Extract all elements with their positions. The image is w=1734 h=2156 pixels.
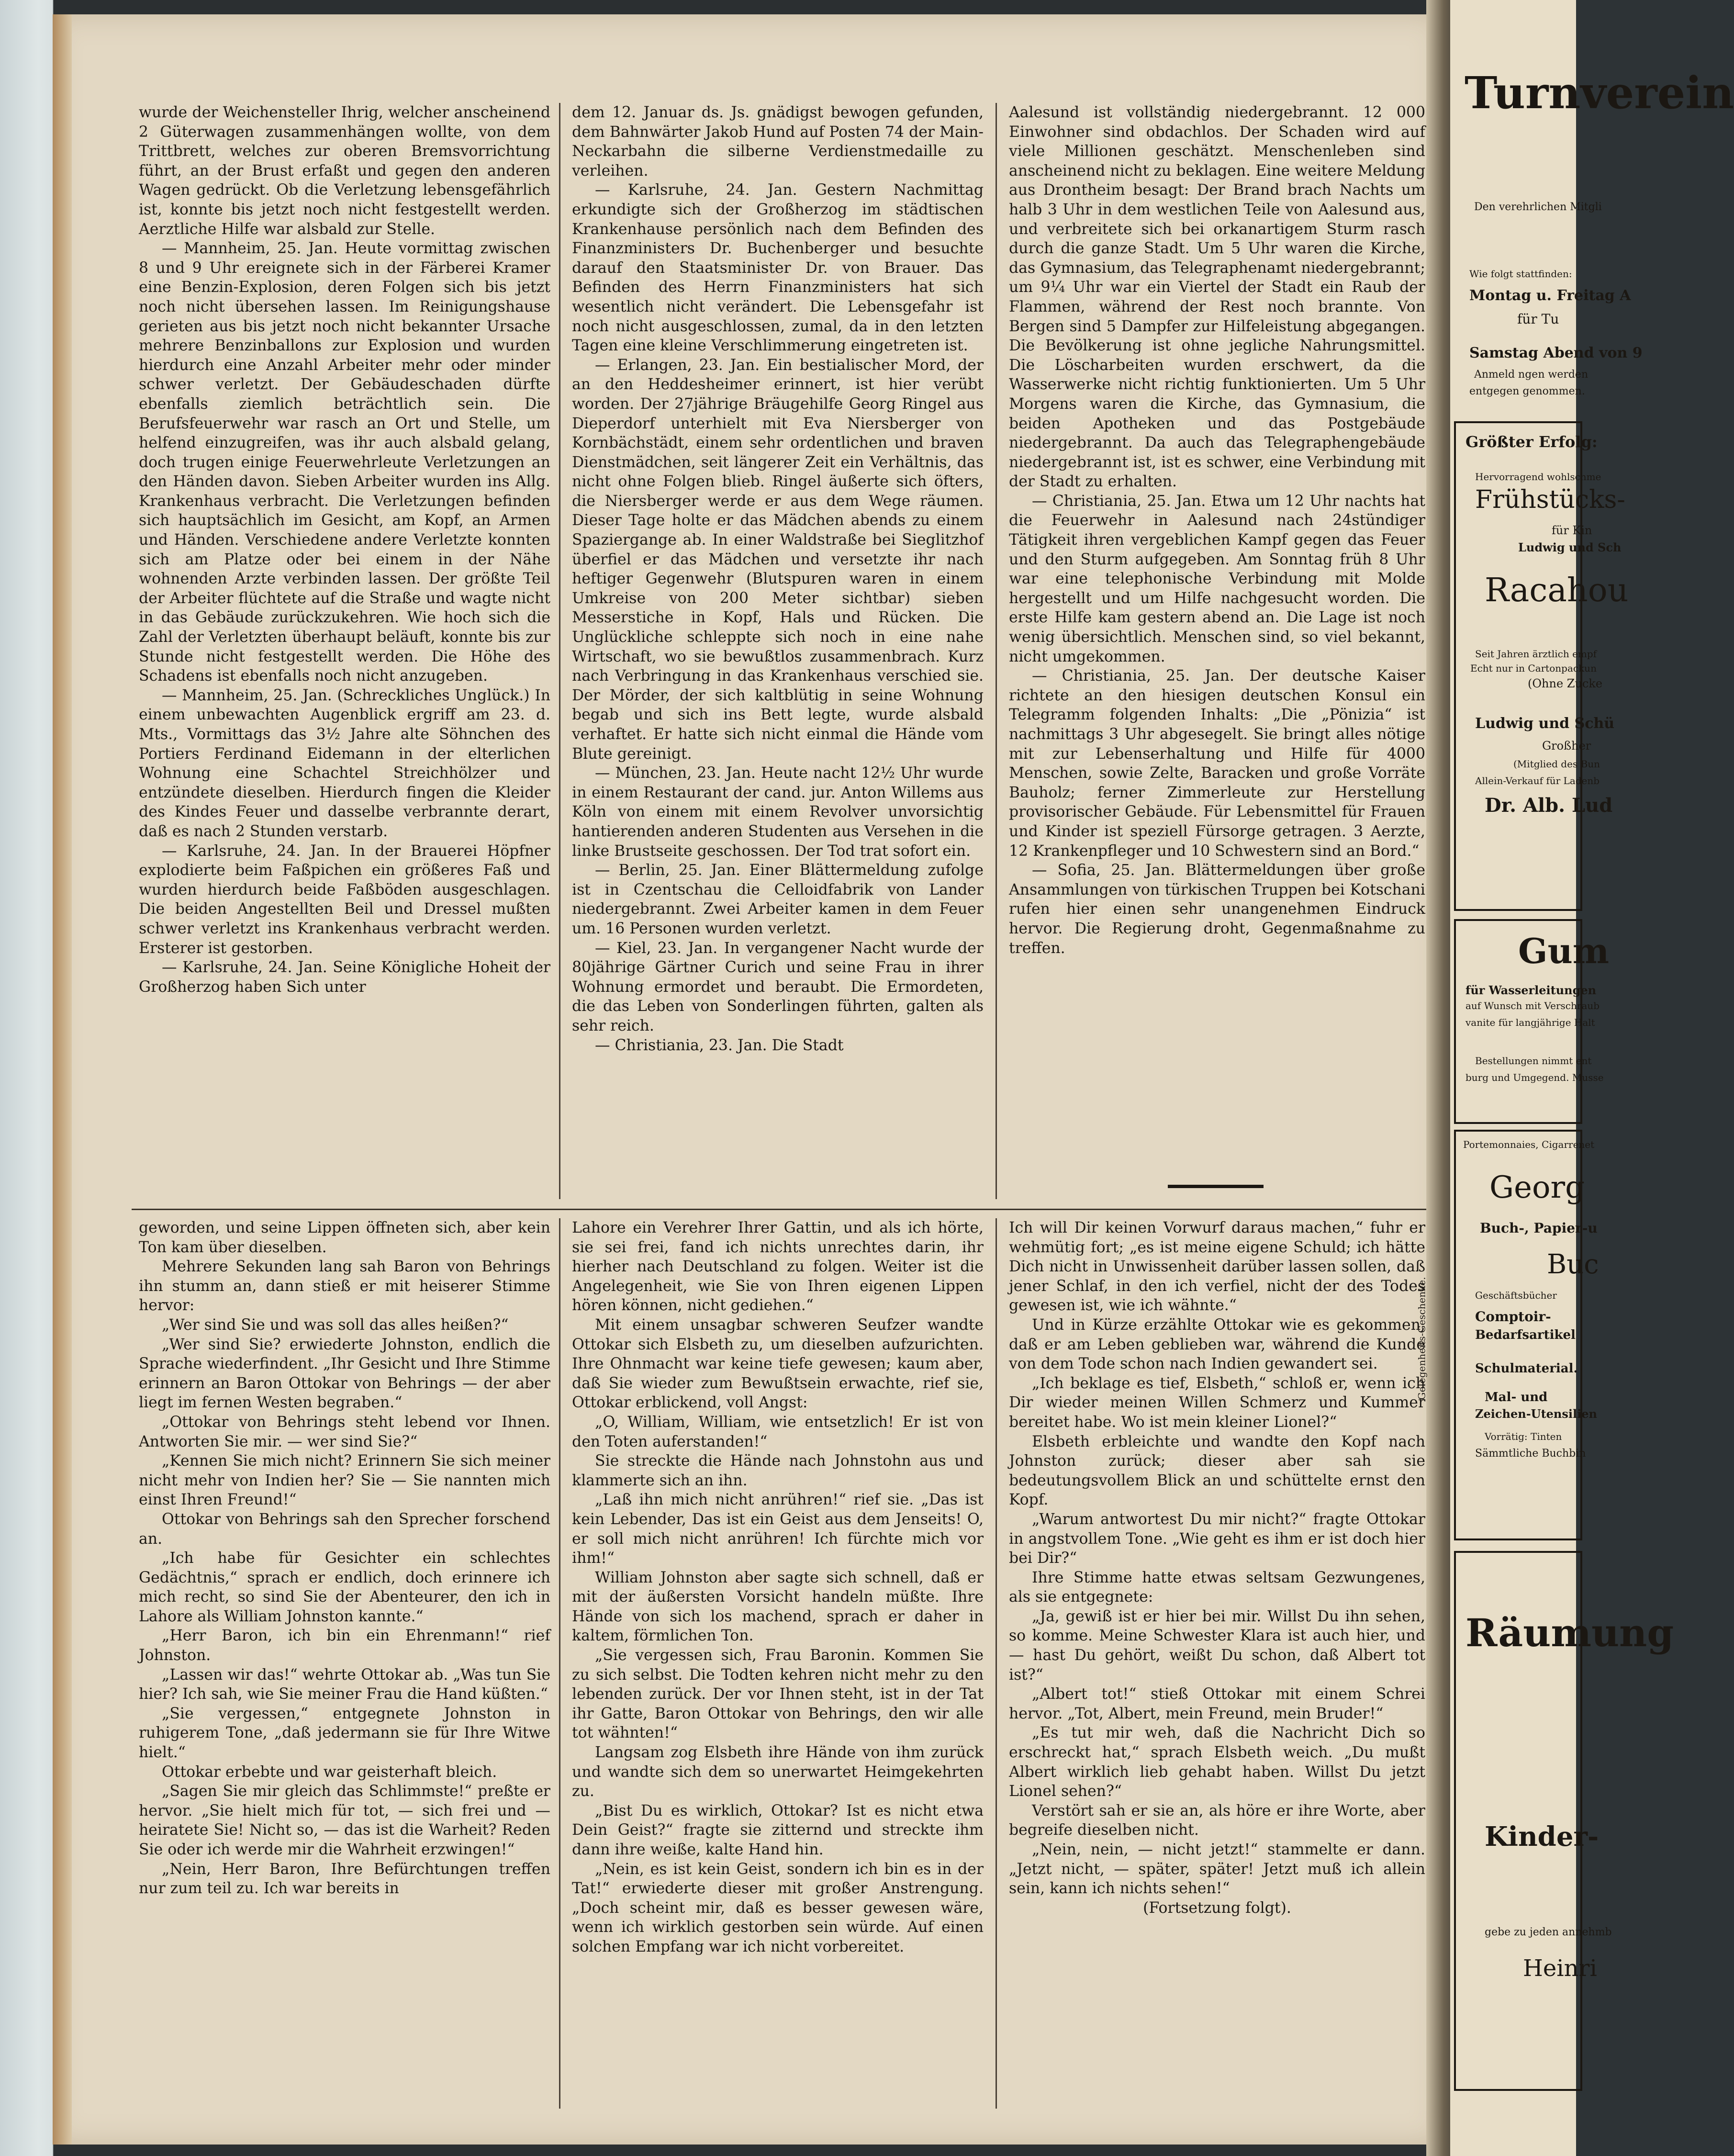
ad-text: Den verehrlichen Mitgli <box>1474 201 1602 213</box>
ad-text: burg und Umgegend. Musse <box>1466 1072 1604 1083</box>
ad-box-raeumung <box>1454 1551 1674 2091</box>
article-paragraph: — Erlangen, 23. Jan. Ein bestialischer Mord, der an den Heddesheimer erinnert, ist hier verübt worden. Der 27jährige Bräugehilfe Georg Ringel aus Dieperdorf unterhielt mit Eva Niersberger von Kornbächstädt, einem sehr ordentlichen und braven Dienstmädchen, seit längerer Zeit ein Verhältnis, das nicht ohne Folgen blieb. Ringel äußerte sich öfters, die Niersberger werde er aus dem Wege räumen. Dieser Tage holte er das Mädchen abends zu einem Spaziergange ab. In einer Waldstraße bei Sieglitzhof überfiel er das Mädchen und versetzte ihr nach heftiger Gegenwehr (Blutspuren waren in einem Umkreise von 200 Meter sichtbar) sieben Messerstiche in Kopf, Hals und Rücken. Die Unglückliche schleppte sich noch in eine nahe Wirtschaft, wo sie bewußtlos zusammenbrach. Kurz nach Verbringung in das Krankenhaus verschied sie. Der Mörder, der sich kaltblütig in seine Wohnung begab und sich ins Bett legte, wurde alsbald verhaftet. Er hatte sich nicht einmal die Hände vom Blute gereinigt. <box>572 356 984 763</box>
article-paragraph: „Laß ihn mich nicht anrühren!“ rief sie. „Das ist kein Lebender, Das ist ein Geist aus dem Jenseits! O, er soll mich nicht anrühren! Ich fürchte mich vor ihm!“ <box>572 1491 984 1567</box>
ad-text: Buc <box>1547 1249 1599 1280</box>
article-paragraph: dem 12. Januar ds. Js. gnädigst bewogen gefunden, dem Bahnwärter Jakob Hund auf Posten 74 der Main-Neckarbahn die silberne Verdienstmedaille zu verleihen. <box>572 104 984 180</box>
article-paragraph: „Ich beklage es tief, Elsbeth,“ schloß er, wenn ich Dir wieder meinen Willen Schmerz und Kummer bereitet habe. Wo ist mein kleiner Lionel?“ <box>1009 1374 1425 1431</box>
ad-text: Racahou <box>1485 572 1629 609</box>
article-paragraph: „Es tut mir weh, daß die Nachricht Dich so erschreckt hat,“ sprach Elsbeth weich. „Du mußt Albert wirklich lieb gehabt haben. Willst Du jetzt Lionel sehen?“ <box>1009 1724 1425 1800</box>
article-paragraph: „Wer sind Sie und was soll das alles heißen?“ <box>162 1316 509 1334</box>
article-paragraph: „Ja, gewiß ist er hier bei mir. Willst Du ihn sehen, so komme. Meine Schwester Klara ist auch hier, und — hast Du gehört, weißt Du schon, daß Albert tot ist?“ <box>1009 1607 1425 1684</box>
article-paragraph: Elsbeth erbleichte und wandte den Kopf nach Johnston zurück; dieser aber sah sie bedeutungsvollem Blick an und schüttelte ernst den Kopf. <box>1009 1433 1425 1509</box>
article-paragraph: „Herr Baron, ich bin ein Ehrenmann!“ rief Johnston. <box>139 1627 550 1664</box>
ad-text: entgegen genommen. <box>1469 385 1585 397</box>
feuilleton-divider <box>132 1209 1431 1210</box>
ad-text: Wie folgt stattfinden: <box>1469 268 1572 280</box>
ad-text: Gum <box>1518 931 1610 971</box>
article-paragraph: Mehrere Sekunden lang sah Baron von Behrings ihn stumm an, dann stieß er mit heiserer Stimme hervor: <box>139 1258 550 1314</box>
column-rule <box>996 103 997 1199</box>
article-paragraph: „Nein, es ist kein Geist, sondern ich bin es in der Tat!“ erwiederte dieser mit großer Anstrengung. „Doch scheint mir, daß es besser gewesen wäre, wenn ich wirklich gestorben sein würde. Auf einen solchen Empfang war ich nicht vorbereitet. <box>572 1860 984 1955</box>
article-paragraph: — München, 23. Jan. Heute nacht 12½ Uhr wurde in einem Restaurant der cand. jur. Anton Willems aus Köln von einem mit einem Revolver unvorsichtig hantierenden anderen Studenten aus Versehen in die linke Brustseite geschossen. Der Tod trat sofort ein. <box>572 764 984 860</box>
ad-text: für Wasserleitungen <box>1466 983 1597 997</box>
ad-text: Hervorragend wohlschme <box>1475 471 1601 483</box>
article-paragraph: — Mannheim, 25. Jan. (Schreckliches Unglück.) In einem unbewachten Augenblick ergriff am 23. d. Mts., Vormittags das 3½ Jahre alte Söhnchen des Portiers Ferdinand Eidemann in der elterlichen Wohnung eine Schachtel Streichhölzer und entzündete dieselben. Hierdurch fingen die Kleider des Kindes Feuer und dasselbe verbrannte derart, daß es nach 2 Stunden verstarb. <box>139 686 550 840</box>
article-paragraph: „Bist Du es wirklich, Ottokar? Ist es nicht etwa Dein Geist?“ fragte sie zitternd und streckte ihm dann ihre weiße, kalte Hand hin. <box>572 1802 984 1858</box>
article-end-rule <box>1168 1185 1264 1188</box>
ad-text: Großher <box>1542 739 1591 752</box>
ad-text: für Kin <box>1552 524 1592 537</box>
article-paragraph: „Nein, nein, — nicht jetzt!“ stammelte er dann. „Jetzt nicht, — später, später! Jetzt muß ich allein sein, kann ich nichts sehen!“ <box>1009 1841 1425 1898</box>
article-paragraph: — Christiania, 25. Jan. Der deutsche Kaiser richtete an den hiesigen deutschen Konsul ein Telegramm folgenden Inhalts: „Die „Pönizia“ ist nachmittags 3 Uhr abgesegelt. Sie bringt alles nötige mit zur Lebenserhaltung und Hilfe für 4000 Menschen, sowie Zelte, Baracken und große Vorräte Bauholz; ferner Zimmerleute zur Herstellung provisorischer Gebäude. Für Lebensmittel für Frauen und Kinder ist speziell Fürsorge getragen. 3 Aerzte, 12 Krankenpfleger und 10 Schwestern sind an Bord.“ <box>1009 667 1425 860</box>
article-paragraph: Mit einem unsagbar schweren Seufzer wandte Ottokar sich Elsbeth zu, um dieselben aufzurichten. Ihre Ohnmacht war keine tiefe gewesen; kaum aber, daß Sie wieder zum Bewußtsein erwachte, rief sie, Ottokar erblickend, voll Angst: <box>572 1316 984 1412</box>
ad-text: Räumung <box>1466 1610 1674 1655</box>
ad-text: (Mitglied des Bun <box>1513 758 1600 770</box>
news-column-1 <box>139 103 550 997</box>
ad-text: Anmeld ngen werden <box>1474 369 1589 381</box>
article-paragraph: wurde der Weichensteller Ihrig, welcher anscheinend 2 Güterwagen zusammenhängen wollte, von dem Trittbrett, welches zur oberen Bremsvorrichtung führt, an der Brust erfaßt und gegen den anderen Wagen gedrückt. Ob die Verletzung lebensgefährlich ist, konnte bis jetzt noch nicht festgestellt werden. Aerztliche Hilfe war alsbald zur Stelle. <box>139 104 550 238</box>
news-column-3 <box>1009 103 1425 958</box>
ad-text: Seit Jahren ärztlich empf <box>1475 648 1597 660</box>
ad-text: gebe zu jeden annehmb <box>1485 1926 1612 1938</box>
article-paragraph: „Albert tot!“ stieß Ottokar mit einem Schrei hervor. „Tot, Albert, mein Freund, mein Bruder!“ <box>1009 1685 1425 1722</box>
article-paragraph: Verstört sah er sie an, als höre er ihre Worte, aber begreife dieselben nicht. <box>1009 1802 1425 1839</box>
article-paragraph: „Sie vergessen sich, Frau Baronin. Kommen Sie zu sich selbst. Die Todten kehren nicht mehr zu den lebenden zurück. Der vor Ihnen steht, ist in der Tat ihr Gatte, Baron Ottokar von Behrings, den wir alle tot wähnten!“ <box>572 1647 984 1742</box>
ad-text: auf Wunsch mit Verschraub <box>1466 1000 1600 1011</box>
article-paragraph: — Karlsruhe, 24. Jan. Seine Königliche Hoheit der Großherzog haben Sich unter <box>139 959 550 996</box>
ad-text: Kinder- <box>1485 1821 1599 1853</box>
ad-text: Bedarfsartikel <box>1475 1328 1576 1342</box>
article-paragraph: „Warum antwortest Du mir nicht?“ fragte Ottokar in angstvollem Tone. „Wie geht es ihm er ist doch hier bei Dir?“ <box>1009 1510 1425 1567</box>
ad-text: Bestellungen nimmt ent <box>1475 1055 1592 1067</box>
ad-text: Portemonnaies, Cigarrenet <box>1463 1139 1595 1150</box>
ad-text: Georg <box>1489 1170 1585 1205</box>
ad-text: Vorrätig: Tinten <box>1485 1431 1562 1442</box>
ad-text: Sämmtliche Buchbin <box>1475 1448 1586 1460</box>
ad-text: Größter Erfolg: <box>1466 433 1598 451</box>
article-paragraph: „Wer sind Sie? erwiederte Johnston, endlich die Sprache wiederfindent. „Ihr Gesicht und Ihre Stimme erinnern an Baron Ottokar von Behrings — der aber liegt im fernen Westen begraben.“ <box>139 1336 550 1412</box>
article-paragraph: Und in Kürze erzählte Ottokar wie es gekommen, daß er am Leben geblieben war, während die Kunde von dem Tode schon nach Indien gewandert sei. <box>1009 1316 1425 1373</box>
article-paragraph: — Karlsruhe, 24. Jan. In der Brauerei Höpfner explodierte beim Faßpichen ein größeres Faß und wurden hierdurch beide Faßböden ausgeschlagen. Die beiden Angestellten Beil und Dressel mußten schwer verletzt ins Krankenhaus verbracht werden. Ersterer ist gestorben. <box>139 842 550 957</box>
article-paragraph: „Ich habe für Gesichter ein schlechtes Gedächtnis,“ sprach er endlich, doch erinnere ich mich recht, so sind Sie der Abenteurer, den ich in Lahore als William Johnston kannte.“ <box>139 1550 550 1625</box>
serial-continuation-note: (Fortsetzung folgt). <box>1143 1899 1291 1917</box>
serial-column-1 <box>139 1218 550 1898</box>
article-paragraph: — Karlsruhe, 24. Jan. Gestern Nachmittag erkundigte sich der Großherzog im städtischen Krankenhause persönlich nach dem Befinden des Finanzministers Dr. Buchenberger und besuchte darauf den Staatsminister Dr. von Brauer. Das Befinden des Herrn Finanzministers hat sich wesentlich nicht verändert. Die Lebensgefahr ist noch nicht ausgeschlossen, zumal, da in den letzten Tagen eine kleine Verschlimmerung eingetreten ist. <box>572 181 984 355</box>
ad-text: Ludwig und Schü <box>1475 715 1615 732</box>
ad-text: Zeichen-Utensilien <box>1475 1407 1597 1421</box>
article-paragraph: „Ottokar von Behrings steht lebend vor Ihnen. Antworten Sie mir. — wer sind Sie?“ <box>139 1413 550 1450</box>
article-paragraph: geworden, und seine Lippen öffneten sich, aber kein Ton kam über dieselben. <box>139 1219 550 1256</box>
article-paragraph: Langsam zog Elsbeth ihre Hände von ihm zurück und wandte sich dem so unerwartet Heimgekehrten zu. <box>572 1744 984 1800</box>
article-paragraph: Ottokar erbebte und war geisterhaft bleich. <box>162 1763 497 1781</box>
ad-box-racahout <box>1454 421 1629 911</box>
column-rule <box>559 1218 560 2109</box>
ad-text: Gelegenheits-Geschenke. <box>1416 1277 1428 1400</box>
article-paragraph: William Johnston aber sagte sich schnell, daß er mit der äußersten Vorsicht handeln müßte. Ihre Hände von sich los machend, sprach er daher in kaltem, förmlichen Ton. <box>572 1569 984 1645</box>
article-paragraph: Lahore ein Verehrer Ihrer Gattin, und als ich hörte, sie sei frei, fand ich nichts unrechtes darin, ihr hierher nach Deutschland zu folgen. Weiter ist die Angelegenheit, wie Sie von Ihren eigenen Lippen hören können, nicht gediehen.“ <box>572 1219 984 1314</box>
ad-text: Dr. Alb. Lud <box>1485 794 1613 817</box>
serial-column-3 <box>1009 1218 1428 1918</box>
ad-box-gummi <box>1454 919 1610 1124</box>
ad-text: Samstag Abend von 9 <box>1469 345 1643 361</box>
news-column-2 <box>572 103 984 1055</box>
ad-text: Echt nur in Cartonpackun <box>1470 663 1597 674</box>
serial-column-2 <box>572 1218 984 1957</box>
ad-text: Frühstücks- <box>1475 485 1625 514</box>
ad-text: Heinri <box>1523 1955 1597 1982</box>
article-paragraph: — Mannheim, 25. Jan. Heute vormittag zwischen 8 und 9 Uhr ereignete sich in der Färberei Kramer eine Benzin-Explosion, deren Folgen sich bis jetzt noch nicht übersehen lassen. Im Reinigungshause gerieten aus bis jetzt noch nicht bekannter Ursache mehrere Benzinballons zur Explosion und wurden hierdurch eine Anzahl Arbeiter mehr oder minder schwer verletzt. Der Gebäudeschaden dürfte ebenfalls ziemlich beträchtlich sein. Die Berufsfeuerwehr war rasch an Ort und Stelle, um helfend einzugreifen, was ihr auch alsbald gelang, doch trugen einige Feuerwehrleute Verletzungen an den Händen davon. Sieben Arbeiter wurden ins Allg. Krankenhaus verbracht. Die Verletzungen befinden sich hauptsächlich im Gesicht, am Kopf, an Armen und Händen. Verschiedene andere Verletzte konnten sich am Platze oder bei einem in der Nähe wohnenden Arzte verbinden lassen. Der größte Teil der Arbeiter flüchtete auf die Straße und wagte nicht in das Gebäude zurückzukehren. Wie hoch sich die Zahl der Verletzten überhaupt beläuft, konnte bis zur Stunde nicht festgestellt werden. Die Höhe des Schadens ist ebenfalls noch nicht anzugeben. <box>139 240 550 685</box>
article-paragraph: — Christiania, 23. Jan. Die Stadt <box>595 1036 844 1054</box>
article-paragraph: „Sagen Sie mir gleich das Schlimmste!“ preßte er hervor. „Sie hielt mich für tot, — sich frei und — heiratete Sie! Nicht so, — das ist die Warheit? Reden Sie oder ich werde mir die Wahrheit erzwingen!“ <box>139 1783 550 1858</box>
article-paragraph: „Lassen wir das!“ wehrte Ottokar ab. „Was tun Sie hier? Ich sah, wie Sie meiner Frau die Hand küßten.“ <box>139 1666 550 1703</box>
article-paragraph: — Sofia, 25. Jan. Blättermeldungen über große Ansammlungen von türkischen Truppen bei Kotschani rufen hier einen sehr unangenehmen Eindruck hervor. Die Regierung droht, Gegenmaßnahme zu treffen. <box>1009 862 1425 957</box>
ad-text: Ludwig und Sch <box>1518 540 1622 554</box>
ad-text: Comptoir- <box>1475 1309 1551 1325</box>
ad-text: (Ohne Zucke <box>1528 677 1603 690</box>
article-paragraph: „Kennen Sie mich nicht? Erinnern Sie sich meiner nicht mehr von Indien her? Sie — Sie nannten mich einst Ihren Freund!“ <box>139 1452 550 1509</box>
article-paragraph: Aalesund ist vollständig niedergebrannt. 12 000 Einwohner sind obdachlos. Der Schaden wird auf viele Millionen geschätzt. Menschenleben sind anscheinend nicht zu beklagen. Eine weitere Meldung aus Drontheim besagt: Der Brand brach Nachts um halb 3 Uhr in dem westlichen Teile von Aalesund aus, und verbreitete sich bei orkanartigem Sturm rasch durch die ganze Stadt. Um 5 Uhr waren die Kirche, das Gymnasium, das Telegraphenamt niedergebrannt; um 9¼ Uhr war ein Viertel der Stadt ein Raub der Flammen, während der Rest noch brannte. Von Bergen sind 5 Dampfer zur Hilfeleistung abgegangen. Die Bevölkerung ist ohne jegliche Nahrungsmittel. Die Löscharbeiten wurden erschwert, da die Wasserwerke nicht richtig funktionierten. Um 5 Uhr Morgens waren die Kirche, das Gymnasium, die beiden Apotheken und das Postgebäude niedergebrannt. Da auch das Telegraphengebäude niedergebrannt ist, ist es schwer, eine Verbindung mit der Stadt zu erhalten. <box>1009 104 1425 491</box>
article-paragraph: Ottokar von Behrings sah den Sprecher forschend an. <box>139 1510 550 1548</box>
ad-text: Buch-, Papier-u <box>1480 1220 1598 1236</box>
article-paragraph: Ich will Dir keinen Vorwurf daraus machen,“ fuhr er wehmütig fort; „es ist meine eigene Schuld; ich hätte Dich nicht in Unwissenheit darüber lassen sollen, daß jener Schlaf, in den ich verfiel, nicht der des Todes gewesen ist, wie ich wähnte.“ <box>1009 1219 1425 1314</box>
column-rule <box>996 1218 997 2109</box>
ad-title-turnverein: Turnverein <box>1465 67 1734 119</box>
article-paragraph: Sie streckte die Hände nach Johnstohn aus und klammerte sich an ihn. <box>572 1452 984 1489</box>
ad-text: Schulmaterial. <box>1475 1361 1578 1376</box>
column-rule <box>559 103 560 1199</box>
ad-text: Allein-Verkauf für Ladenb <box>1475 775 1600 786</box>
ad-text: vanite für langjährige Halt <box>1466 1017 1595 1028</box>
page-edge <box>53 14 72 2145</box>
ad-text: Geschäftsbücher <box>1475 1290 1557 1301</box>
ad-text: Mal- und <box>1485 1390 1548 1404</box>
article-paragraph: „Nein, Herr Baron, Ihre Befürchtungen treffen nur zum teil zu. Ich war bereits in <box>139 1860 550 1898</box>
article-paragraph: „O, William, William, wie entsetzlich! Er ist von den Toten auferstanden!“ <box>572 1413 984 1450</box>
ad-box-georg <box>1416 1130 1599 1540</box>
article-paragraph: — Kiel, 23. Jan. In vergangener Nacht wurde der 80jährige Gärtner Curich und seine Frau in ihrer Wohnung ermordet und beraubt. Die Ermordeten, die das Leben von Sonderlingen führten, galten als sehr reich. <box>572 939 984 1034</box>
adjacent-page-ads <box>1416 0 1734 2156</box>
article-paragraph: — Berlin, 25. Jan. Einer Blättermeldung zufolge ist in Czentschau die Celloidfabrik von Lander niedergebrannt. Zwei Arbeiter kamen in dem Feuer um. 16 Personen wurden verletzt. <box>572 862 984 937</box>
article-paragraph: Ihre Stimme hatte etwas seltsam Gezwungenes, als sie entgegnete: <box>1009 1569 1425 1606</box>
article-paragraph: — Christiania, 25. Jan. Etwa um 12 Uhr nachts hat die Feuerwehr in Aalesund nach 24stündiger Tätigkeit ihren vergeblichen Kampf gegen das Feuer und den Sturm aufgegeben. Am Sonntag früh 8 Uhr war eine telephonische Verbindung mit Molde hergestellt und um Hilfe nachgesucht worden. Die erste Hilfe kam gestern abend an. Die Lage ist noch wenig übersichtlich. Menschen sind, so viel bekannt, nicht umgekommen. <box>1009 492 1425 665</box>
article-paragraph: „Sie vergessen,“ entgegnete Johnston in ruhigerem Tone, „daß jedermann sie für Ihre Witwe hielt.“ <box>139 1705 550 1762</box>
ad-text: Montag u. Freitag A <box>1469 287 1631 304</box>
ad-text: für Tu <box>1517 311 1559 327</box>
